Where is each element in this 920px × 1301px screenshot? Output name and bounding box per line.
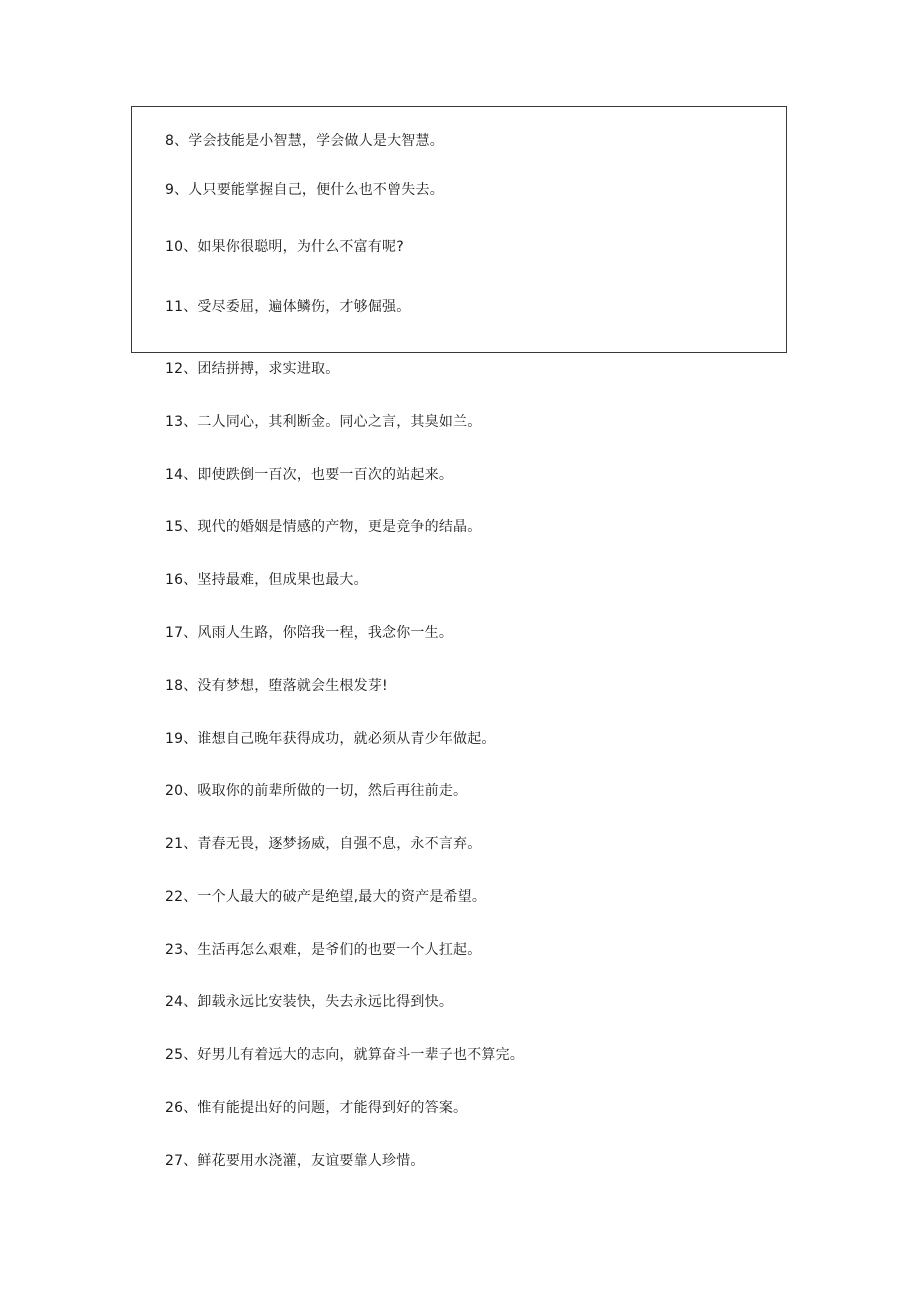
- quote-line-25: 25、好男儿有着远大的志向，就算奋斗一辈子也不算完。: [165, 1047, 525, 1063]
- quote-line-27: 27、鲜花要用水浇灌，友谊要靠人珍惜。: [165, 1153, 425, 1169]
- quote-line-23: 23、生活再怎么艰难，是爷们的也要一个人扛起。: [165, 942, 482, 958]
- quote-line-15: 15、现代的婚姻是情感的产物，更是竞争的结晶。: [165, 519, 482, 535]
- quote-line-20: 20、吸取你的前辈所做的一切，然后再往前走。: [165, 783, 468, 799]
- quote-line-26: 26、惟有能提出好的问题，才能得到好的答案。: [165, 1100, 468, 1116]
- quote-line-8: 8、学会技能是小智慧，学会做人是大智慧。: [165, 133, 444, 149]
- quote-line-14: 14、即使跌倒一百次，也要一百次的站起来。: [165, 467, 454, 483]
- quote-line-10: 10、如果你很聪明，为什么不富有呢?: [165, 239, 404, 255]
- quote-line-9: 9、人只要能掌握自己，便什么也不曾失去。: [165, 182, 444, 198]
- quote-line-19: 19、谁想自己晚年获得成功，就必须从青少年做起。: [165, 731, 496, 747]
- quote-line-12: 12、团结拼搏，求实进取。: [165, 361, 340, 377]
- quote-line-21: 21、青春无畏，逐梦扬威，自强不息，永不言弃。: [165, 836, 482, 852]
- quote-line-16: 16、坚持最难，但成果也最大。: [165, 572, 368, 588]
- quote-line-11: 11、受尽委屈，遍体鳞伤，才够倔强。: [165, 299, 411, 315]
- quote-line-24: 24、卸载永远比安装快，失去永远比得到快。: [165, 994, 454, 1010]
- quote-line-13: 13、二人同心，其利断金。同心之言，其臭如兰。: [165, 414, 482, 430]
- quote-line-17: 17、风雨人生路，你陪我一程，我念你一生。: [165, 625, 454, 641]
- quote-line-18: 18、没有梦想，堕落就会生根发芽!: [165, 678, 388, 694]
- quote-line-22: 22、一个人最大的破产是绝望,最大的资产是希望。: [165, 889, 487, 905]
